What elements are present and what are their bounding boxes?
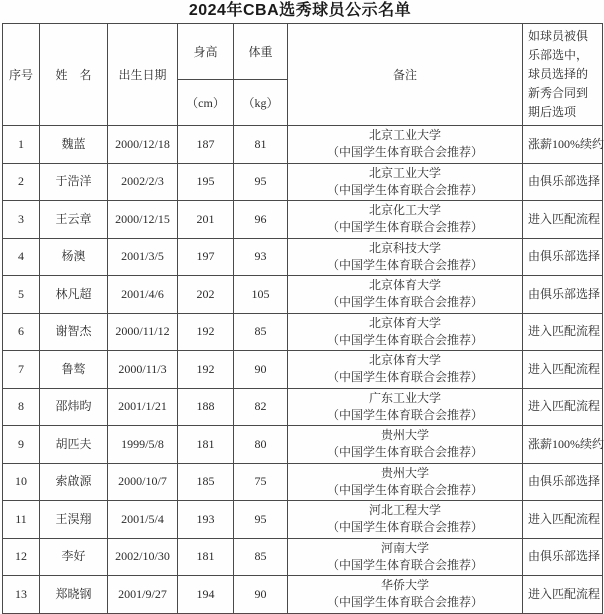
table-row [3,276,603,314]
cell-weight: 85 [234,313,288,351]
cell-no: 6 [3,313,40,351]
remark-recommend: （中国学生体育联合会推荐） [326,407,483,422]
cell-option: 由俱乐部选择 [523,276,603,314]
cell-remark [288,351,523,389]
cell-remark [288,126,523,164]
cell-name: 胡匹夫 [40,426,108,464]
cell-dob: 2000/11/12 [108,313,178,351]
table-row [3,501,603,539]
cell-no: 9 [3,426,40,464]
cell-no: 8 [3,388,40,426]
header-remark: 备注 [288,24,523,126]
cell-name: 邵炜昀 [40,388,108,426]
cell-height: 187 [178,126,234,164]
remark-recommend: （中国学生体育联合会推荐） [326,482,483,497]
cell-dob: 2001/1/21 [108,388,178,426]
cell-dob: 2000/11/3 [108,351,178,389]
table-header [3,24,603,126]
header-dob: 出生日期 [108,24,178,126]
cell-weight: 75 [234,463,288,501]
cell-height: 194 [178,576,234,614]
cell-option: 由俱乐部选择 [523,238,603,276]
table-row [3,426,603,464]
cell-height: 181 [178,426,234,464]
cell-height: 201 [178,201,234,239]
cell-no: 7 [3,351,40,389]
cell-weight: 82 [234,388,288,426]
cell-option: 进入匹配流程 [523,351,603,389]
cell-name: 于浩洋 [40,163,108,201]
remark-recommend: （中国学生体育联合会推荐） [326,182,483,197]
remark-recommend: （中国学生体育联合会推荐） [326,145,483,160]
cell-name: 林凡超 [40,276,108,314]
cell-no: 3 [3,201,40,239]
header-weight: 体重 [234,24,288,80]
cell-name: 郑晓钢 [40,576,108,614]
table-row [3,163,603,201]
remark-recommend: （中国学生体育联合会推荐） [326,370,483,385]
cell-height: 192 [178,313,234,351]
table-row [3,238,603,276]
cell-dob: 2000/12/15 [108,201,178,239]
cell-no: 1 [3,126,40,164]
cell-height: 202 [178,276,234,314]
remark-school: 华侨大学 [380,578,429,593]
remark-school: 北京工业大学 [368,128,441,143]
header-weight-unit: （kg） [234,80,288,126]
remark-school: 贵州大学 [380,465,429,480]
cell-weight: 95 [234,163,288,201]
cell-height: 185 [178,463,234,501]
cell-weight: 85 [234,538,288,576]
cell-option: 进入匹配流程 [523,313,603,351]
remark-school: 北京科技大学 [368,240,441,255]
table-row [3,351,603,389]
cell-dob: 2000/10/7 [108,463,178,501]
cell-name: 索啟源 [40,463,108,501]
remark-school: 贵州大学 [380,428,429,443]
remark-recommend: （中国学生体育联合会推荐） [326,257,483,272]
cell-option: 进入匹配流程 [523,576,603,614]
remark-recommend: （中国学生体育联合会推荐） [326,557,483,572]
cell-weight: 90 [234,576,288,614]
page-title: 2024年CBA选秀球员公示名单 [188,2,412,19]
cell-no: 4 [3,238,40,276]
cell-remark [288,576,523,614]
cell-dob: 1999/5/8 [108,426,178,464]
cell-dob: 2001/3/5 [108,238,178,276]
table-row [3,463,603,501]
header-no: 序号 [3,24,40,126]
cell-remark [288,501,523,539]
header-row-top [3,24,603,80]
cell-height: 181 [178,538,234,576]
cell-name: 鲁骜 [40,351,108,389]
cell-dob: 2000/12/18 [108,126,178,164]
remark-school: 北京体育大学 [368,278,441,293]
cell-weight: 95 [234,501,288,539]
remark-recommend: （中国学生体育联合会推荐） [326,295,483,310]
table-row [3,201,603,239]
cell-no: 2 [3,163,40,201]
cell-remark [288,313,523,351]
player-roster-table [2,23,603,614]
cell-height: 188 [178,388,234,426]
remark-recommend: （中国学生体育联合会推荐） [326,220,483,235]
table-row [3,576,603,614]
cell-dob: 2001/5/4 [108,501,178,539]
header-height: 身高 [178,24,234,80]
cell-name: 谢智杰 [40,313,108,351]
cell-weight: 105 [234,276,288,314]
cell-height: 192 [178,351,234,389]
cell-name: 李好 [40,538,108,576]
remark-recommend: （中国学生体育联合会推荐） [326,595,483,610]
cell-no: 13 [3,576,40,614]
cell-no: 12 [3,538,40,576]
remark-school: 北京体育大学 [368,315,441,330]
cell-option: 由俱乐部选择 [523,463,603,501]
cell-weight: 93 [234,238,288,276]
cell-dob: 2001/9/27 [108,576,178,614]
cell-weight: 80 [234,426,288,464]
cell-option: 进入匹配流程 [523,201,603,239]
cell-weight: 90 [234,351,288,389]
cell-weight: 81 [234,126,288,164]
cell-option: 进入匹配流程 [523,388,603,426]
cell-height: 197 [178,238,234,276]
remark-recommend: （中国学生体育联合会推荐） [326,445,483,460]
cell-weight: 96 [234,201,288,239]
cell-remark [288,201,523,239]
header-name: 姓 名 [40,24,108,126]
cell-height: 195 [178,163,234,201]
cell-name: 王云章 [40,201,108,239]
remark-school: 北京化工大学 [368,203,441,218]
cell-remark [288,463,523,501]
remark-recommend: （中国学生体育联合会推荐） [326,332,483,347]
table-row [3,126,603,164]
cell-height: 193 [178,501,234,539]
player-table-body [3,126,603,614]
table-row [3,313,603,351]
cell-dob: 2002/2/3 [108,163,178,201]
cell-name: 王淏翔 [40,501,108,539]
remark-recommend: （中国学生体育联合会推荐） [326,520,483,535]
cell-option: 进入匹配流程 [523,501,603,539]
cell-name: 杨澳 [40,238,108,276]
cell-option: 由俱乐部选择 [523,163,603,201]
cell-remark [288,276,523,314]
cell-name: 魏蓝 [40,126,108,164]
table-row [3,538,603,576]
cell-option: 由俱乐部选择 [523,538,603,576]
cell-no: 5 [3,276,40,314]
remark-school: 广东工业大学 [368,390,441,405]
remark-school: 河北工程大学 [368,503,441,518]
remark-school: 河南大学 [380,540,429,555]
cell-remark [288,238,523,276]
cell-remark [288,388,523,426]
table-row [3,388,603,426]
remark-school: 北京体育大学 [368,353,441,368]
cell-option: 涨薪100%续约 [523,126,603,164]
cell-dob: 2002/10/30 [108,538,178,576]
header-height-unit: （cm） [178,80,234,126]
remark-school: 北京工业大学 [368,165,441,180]
cell-remark [288,538,523,576]
cell-no: 11 [3,501,40,539]
cell-no: 10 [3,463,40,501]
cell-option: 涨薪100%续约 [523,426,603,464]
cell-remark [288,163,523,201]
cell-remark [288,426,523,464]
header-option-note: 如球员被俱乐部选中，球员选择的新秀合同到期后选项 [523,24,603,126]
cell-dob: 2001/4/6 [108,276,178,314]
